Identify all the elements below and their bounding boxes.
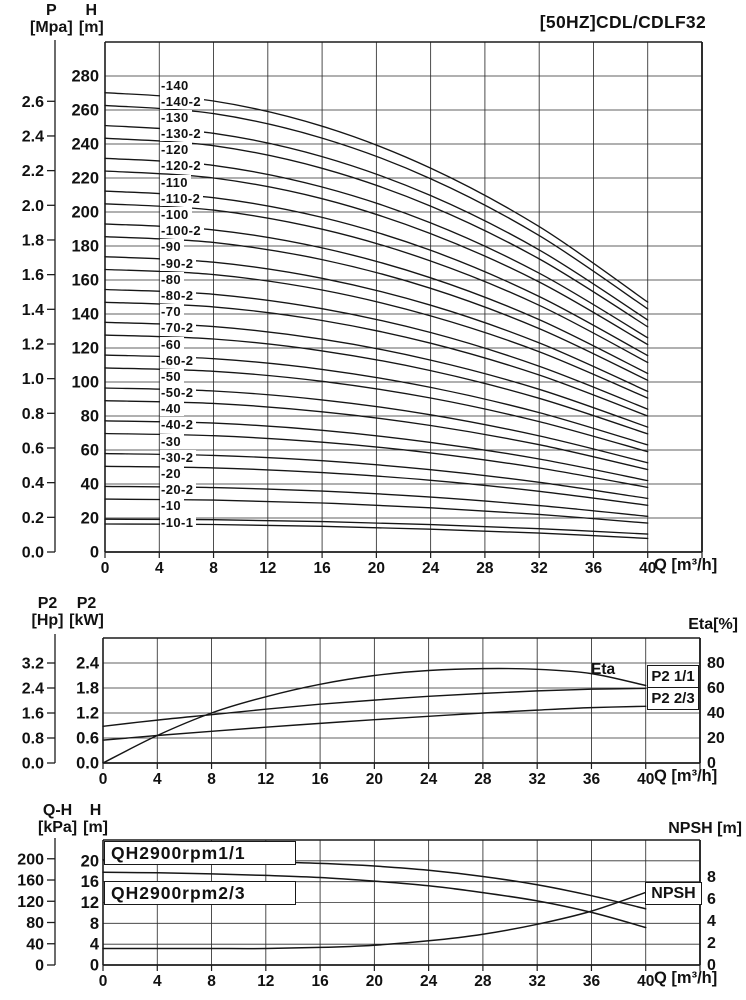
- svg-text:2.0: 2.0: [21, 197, 44, 215]
- qh-flow-axis-label: Q [m³/h]: [654, 969, 718, 987]
- svg-text:260: 260: [71, 101, 99, 120]
- svg-text:3.2: 3.2: [21, 655, 44, 673]
- svg-text:12: 12: [257, 771, 275, 788]
- power-left-axis-header: [28, 596, 106, 629]
- svg-text:0: 0: [98, 771, 108, 788]
- svg-text:40: 40: [637, 771, 655, 788]
- svg-text:20: 20: [367, 560, 385, 577]
- svg-text:0.8: 0.8: [21, 730, 44, 748]
- kpa-axis-unit: [kPa]: [38, 818, 78, 836]
- svg-text:40: 40: [26, 936, 44, 954]
- svg-text:16: 16: [311, 771, 329, 788]
- qh-left-axis-header: [38, 803, 114, 836]
- svg-text:1.2: 1.2: [21, 336, 44, 354]
- svg-text:120: 120: [17, 893, 44, 911]
- p2-reduced-curve-label: P2 2/3: [647, 687, 699, 710]
- svg-text:200: 200: [17, 851, 44, 869]
- qh-head-axis-name: H: [89, 802, 102, 819]
- svg-text:32: 32: [528, 771, 546, 788]
- head-axis-name: H: [85, 2, 98, 19]
- svg-text:60: 60: [707, 680, 725, 697]
- svg-text:2.6: 2.6: [21, 93, 44, 111]
- svg-text:2.4: 2.4: [21, 680, 44, 698]
- svg-text:20: 20: [707, 730, 725, 747]
- svg-text:1.2: 1.2: [76, 704, 99, 723]
- svg-text:0: 0: [35, 957, 44, 975]
- svg-text:160: 160: [71, 271, 99, 290]
- svg-text:40: 40: [80, 475, 99, 494]
- stage-label--60-2: -60-2: [160, 353, 196, 368]
- svg-text:1.6: 1.6: [21, 267, 44, 285]
- svg-text:0.4: 0.4: [21, 475, 44, 493]
- stage-label--120-2: -120-2: [160, 158, 204, 173]
- svg-text:12: 12: [259, 560, 277, 577]
- svg-text:240: 240: [71, 135, 99, 154]
- svg-text:120: 120: [71, 339, 99, 358]
- svg-text:1.6: 1.6: [21, 705, 44, 723]
- svg-text:80: 80: [80, 407, 99, 426]
- stage-label--90: -90: [160, 239, 184, 254]
- stage-label--130-2: -130-2: [160, 126, 204, 141]
- stage-label--30: -30: [160, 434, 184, 449]
- svg-text:0.2: 0.2: [21, 509, 44, 527]
- svg-text:0: 0: [89, 543, 99, 562]
- svg-text:4: 4: [89, 935, 99, 954]
- stage-label--110: -110: [160, 175, 191, 190]
- svg-text:1.4: 1.4: [21, 301, 44, 319]
- stage-label--30-2: -30-2: [160, 450, 196, 465]
- svg-text:28: 28: [474, 973, 492, 990]
- svg-text:8: 8: [707, 869, 716, 886]
- svg-text:0.0: 0.0: [21, 755, 44, 773]
- stage-label--70: -70: [160, 304, 184, 319]
- chart-title: [50HZ]CDL/CDLF32: [539, 12, 706, 32]
- svg-text:36: 36: [582, 973, 601, 990]
- svg-text:140: 140: [71, 305, 99, 324]
- svg-text:4: 4: [707, 913, 716, 930]
- power-hp-axis-name: P2: [37, 595, 58, 612]
- svg-text:8: 8: [207, 973, 216, 990]
- stage-label--80-2: -80-2: [160, 288, 196, 303]
- stage-label--130: -130: [160, 110, 192, 125]
- svg-text:8: 8: [89, 914, 99, 933]
- stage-label--10: -10: [160, 498, 184, 513]
- svg-text:20: 20: [365, 771, 383, 788]
- svg-text:16: 16: [80, 873, 99, 892]
- svg-text:2: 2: [707, 935, 716, 952]
- svg-text:220: 220: [71, 169, 99, 188]
- svg-text:32: 32: [530, 560, 548, 577]
- svg-text:0: 0: [707, 755, 716, 772]
- svg-text:80: 80: [707, 655, 725, 672]
- svg-text:24: 24: [422, 560, 440, 577]
- head-axis-unit: [m]: [78, 18, 104, 36]
- p2-full-curve-label: P2 1/1: [647, 665, 699, 688]
- svg-text:0: 0: [98, 973, 108, 990]
- stage-label--140: -140: [160, 78, 192, 93]
- stage-label--50-2: -50-2: [160, 385, 196, 400]
- stage-label--120: -120: [160, 142, 192, 157]
- stage-label--40-2: -40-2: [160, 417, 196, 432]
- svg-text:36: 36: [584, 560, 603, 577]
- stage-label--110-2: -110-2: [160, 191, 203, 206]
- stage-label--80: -80: [160, 272, 184, 287]
- svg-text:4: 4: [154, 560, 164, 577]
- svg-text:8: 8: [207, 771, 216, 788]
- main-left-axis-header: [30, 3, 110, 36]
- npsh-axis-header: NPSH [m]: [668, 820, 742, 837]
- svg-text:24: 24: [420, 973, 438, 990]
- stage-label--60: -60: [160, 337, 184, 352]
- svg-text:2.2: 2.2: [21, 163, 44, 181]
- svg-text:60: 60: [80, 441, 99, 460]
- svg-text:100: 100: [71, 373, 99, 392]
- svg-text:36: 36: [582, 771, 601, 788]
- svg-text:12: 12: [80, 894, 99, 913]
- svg-text:24: 24: [420, 771, 438, 788]
- svg-text:20: 20: [365, 973, 383, 990]
- svg-text:180: 180: [71, 237, 99, 256]
- svg-text:0.0: 0.0: [76, 754, 99, 773]
- main-flow-axis-label: Q [m³/h]: [654, 556, 718, 574]
- svg-text:20: 20: [80, 509, 99, 528]
- svg-text:0.8: 0.8: [21, 405, 44, 423]
- pressure-axis-unit: [Mpa]: [30, 18, 73, 36]
- svg-text:40: 40: [639, 560, 657, 577]
- npsh-curve-label: NPSH: [645, 882, 702, 905]
- svg-text:32: 32: [528, 973, 546, 990]
- power-flow-axis-label: Q [m³/h]: [654, 767, 718, 785]
- svg-text:80: 80: [26, 915, 44, 933]
- svg-text:20: 20: [80, 852, 99, 871]
- svg-text:2.4: 2.4: [21, 128, 44, 146]
- svg-text:40: 40: [707, 705, 725, 722]
- stage-label--20: -20: [160, 466, 184, 481]
- svg-text:16: 16: [313, 560, 331, 577]
- svg-text:1.8: 1.8: [76, 679, 99, 698]
- svg-text:280: 280: [71, 67, 99, 86]
- power-kw-axis-unit: [kW]: [69, 611, 104, 629]
- svg-text:0: 0: [100, 560, 110, 577]
- svg-text:0: 0: [707, 957, 716, 974]
- stage-label--100-2: -100-2: [160, 223, 204, 238]
- stage-label--70-2: -70-2: [160, 320, 196, 335]
- svg-text:4: 4: [152, 973, 162, 990]
- svg-text:0.0: 0.0: [21, 544, 44, 562]
- svg-text:12: 12: [257, 973, 275, 990]
- power-kw-axis-name: P2: [76, 595, 97, 612]
- svg-text:6: 6: [707, 891, 716, 908]
- svg-text:16: 16: [311, 973, 329, 990]
- kpa-axis-name: Q-H: [42, 802, 73, 819]
- qh-reduced-speed-curve-label: QH2900rpm2/3: [104, 881, 296, 905]
- stage-label--90-2: -90-2: [160, 256, 196, 271]
- qh-head-axis-unit: [m]: [83, 818, 108, 836]
- svg-text:2.4: 2.4: [76, 654, 99, 673]
- eta-curve-label: Eta: [591, 661, 616, 678]
- svg-text:28: 28: [476, 560, 494, 577]
- svg-text:28: 28: [474, 771, 492, 788]
- qh-full-speed-curve-label: QH2900rpm1/1: [104, 841, 296, 865]
- svg-text:1.8: 1.8: [21, 232, 44, 250]
- power-hp-axis-unit: [Hp]: [31, 611, 64, 629]
- svg-text:8: 8: [209, 560, 218, 577]
- stage-label--40: -40: [160, 401, 184, 416]
- svg-text:0.6: 0.6: [76, 729, 99, 748]
- pressure-axis-name: P: [45, 2, 57, 19]
- stage-label--50: -50: [160, 369, 184, 384]
- svg-text:40: 40: [637, 973, 655, 990]
- svg-text:160: 160: [17, 872, 44, 890]
- stage-label--140-2: -140-2: [160, 94, 204, 109]
- eta-axis-header: Eta[%]: [688, 616, 738, 633]
- stage-label--10-1: -10-1: [160, 515, 196, 530]
- svg-text:1.0: 1.0: [21, 371, 44, 389]
- svg-text:200: 200: [71, 203, 99, 222]
- svg-text:0: 0: [89, 956, 99, 975]
- stage-label--20-2: -20-2: [160, 482, 196, 497]
- svg-text:0.6: 0.6: [21, 440, 44, 458]
- stage-label--100: -100: [160, 207, 192, 222]
- svg-text:4: 4: [152, 771, 162, 788]
